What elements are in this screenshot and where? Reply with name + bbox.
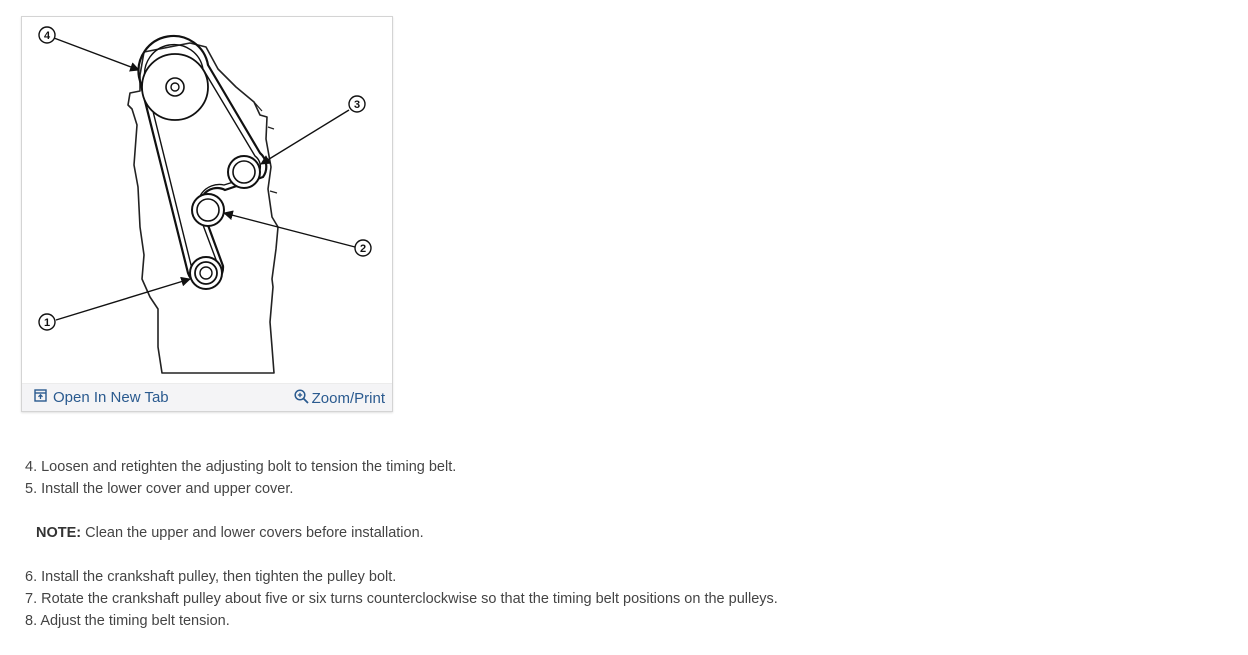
svg-text:2: 2 (359, 243, 367, 255)
callout-3-leader (261, 110, 349, 164)
open-in-new-tab-button[interactable] (34, 389, 169, 406)
step-8: 8. Adjust the timing belt tension. (25, 613, 230, 629)
step-4: 4. Loosen and retighten the adjusting bolt to tension the timing belt. (25, 459, 457, 475)
callout-4 (39, 27, 55, 43)
note (36, 522, 778, 544)
step-5: 5. Install the lower cover and upper cover. (25, 481, 294, 497)
note-text: Clean the upper and lower covers before installation. (81, 525, 424, 541)
timing-belt-diagram (22, 17, 392, 383)
zoom-in-icon (294, 389, 309, 408)
open-in-new-tab-label: Open In New Tab (53, 389, 169, 406)
zoom-print-button[interactable] (294, 389, 385, 408)
callout-2-leader (224, 213, 355, 247)
callout-3 (349, 96, 365, 112)
open-new-tab-icon (34, 389, 47, 406)
figure-card (21, 16, 393, 412)
zoom-print-label: Zoom/Print (311, 390, 385, 407)
camshaft-pulley (142, 54, 208, 120)
svg-text:1: 1 (43, 317, 51, 329)
callout-1-leader (56, 279, 190, 320)
callout-2 (355, 240, 371, 256)
note-label: NOTE: (36, 525, 82, 541)
callout-1 (39, 314, 55, 330)
procedure-steps (25, 456, 778, 632)
svg-text:4: 4 (43, 30, 51, 42)
step-6: 6. Install the crankshaft pulley, then tighten the pulley bolt. (25, 569, 397, 585)
figure-toolbar (22, 383, 392, 411)
step-7: 7. Rotate the crankshaft pulley about five or six turns counterclockwise so that the timing belt positions on the pulleys. (25, 591, 778, 607)
callout-4-leader (54, 38, 139, 70)
svg-text:3: 3 (353, 99, 361, 111)
